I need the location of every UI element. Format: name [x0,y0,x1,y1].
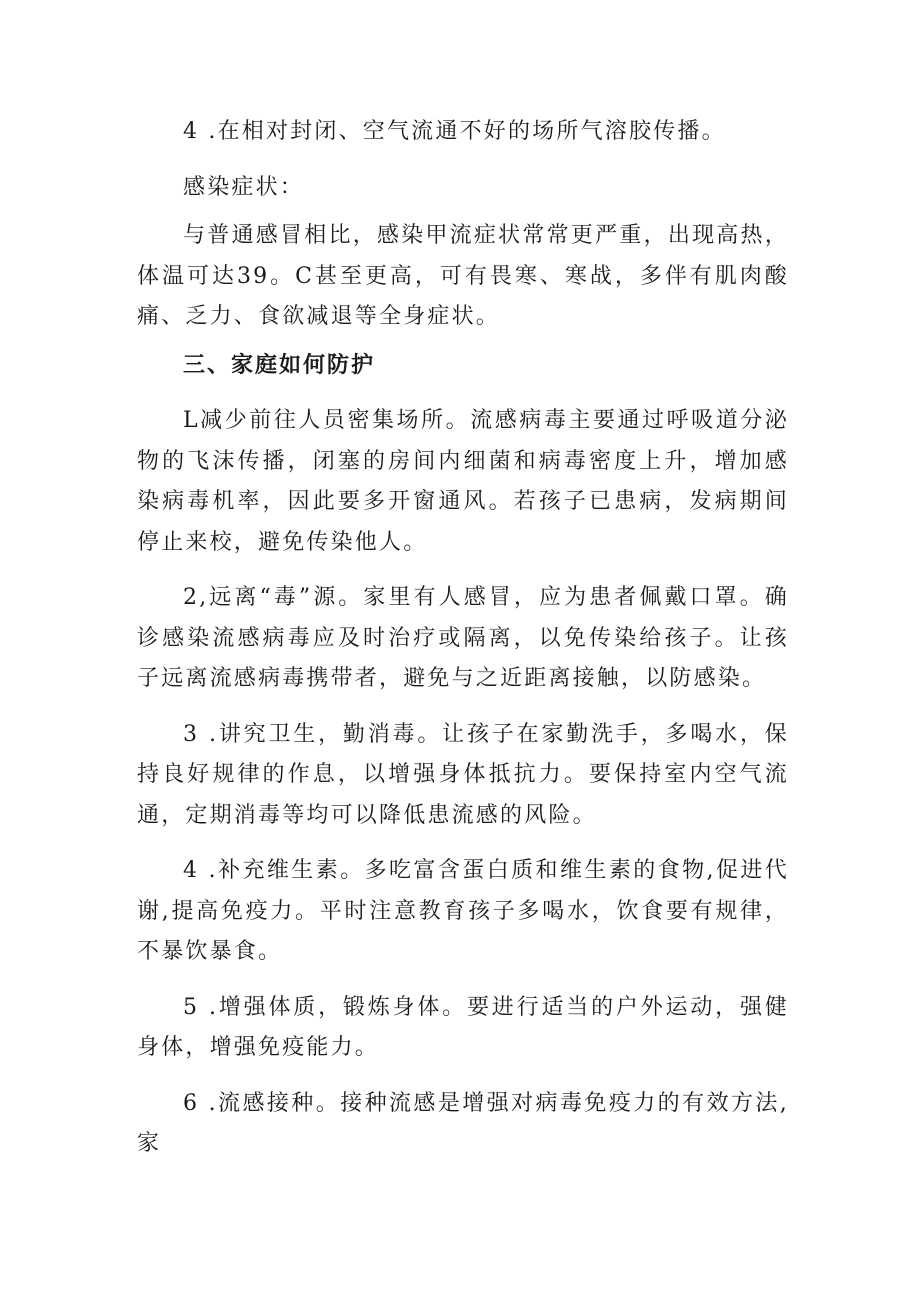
document-page [137,112,789,1180]
paragraph-item-1: L减少前往人员密集场所。流感病毒主要通过呼吸道分泌物的飞沫传播，闭塞的房间内细菌和病毒密度上升，增加感染病毒机率，因此要多开窗通风。若孩子已患病，发病期间停止来校，避免传染他人。 [137,408,789,555]
paragraph-item-6: 6 .流感接种。接种流感是增强对病毒免疫力的有效方法,家 [137,1090,789,1156]
paragraph-item-2: 2,远离“毒”源。家里有人感冒，应为患者佩戴口罩。确诊感染流感病毒应及时治疗或隔离，以免传染给孩子。让孩子远离流感病毒携带者，避免与之近距离接触，以防感染。 [137,585,789,691]
paragraph-item-3: 3 .讲究卫生，勤消毒。让孩子在家勤洗手，多喝水，保持良好规律的作息，以增强身体抵抗力。要保持室内空气流通，定期消毒等均可以降低患流感的风险。 [137,721,789,828]
section-heading-home-protection: 三、家庭如何防护 [183,352,376,378]
paragraph-symptoms-label: 感染症状： [183,174,305,200]
paragraph-symptoms: 与普通感冒相比，感染甲流症状常常更严重，出现高热，体温可达39。C甚至更高，可有畏寒、寒战，多伴有肌肉酸痛、乏力、食欲减退等全身症状。 [137,223,789,329]
paragraph-item-5: 5 .增强体质，锻炼身体。要进行适当的户外运动，强健身体，增强免疫能力。 [137,994,789,1060]
paragraph-aerosol-transmission: 4 .在相对封闭、空气流通不好的场所气溶胶传播。 [183,119,726,144]
paragraph-item-4: 4 .补充维生素。多吃富含蛋白质和维生素的食物,促进代谢,提高免疫力。平时注意教育孩子多喝水，饮食要有规律，不暴饮暴食。 [137,858,789,964]
